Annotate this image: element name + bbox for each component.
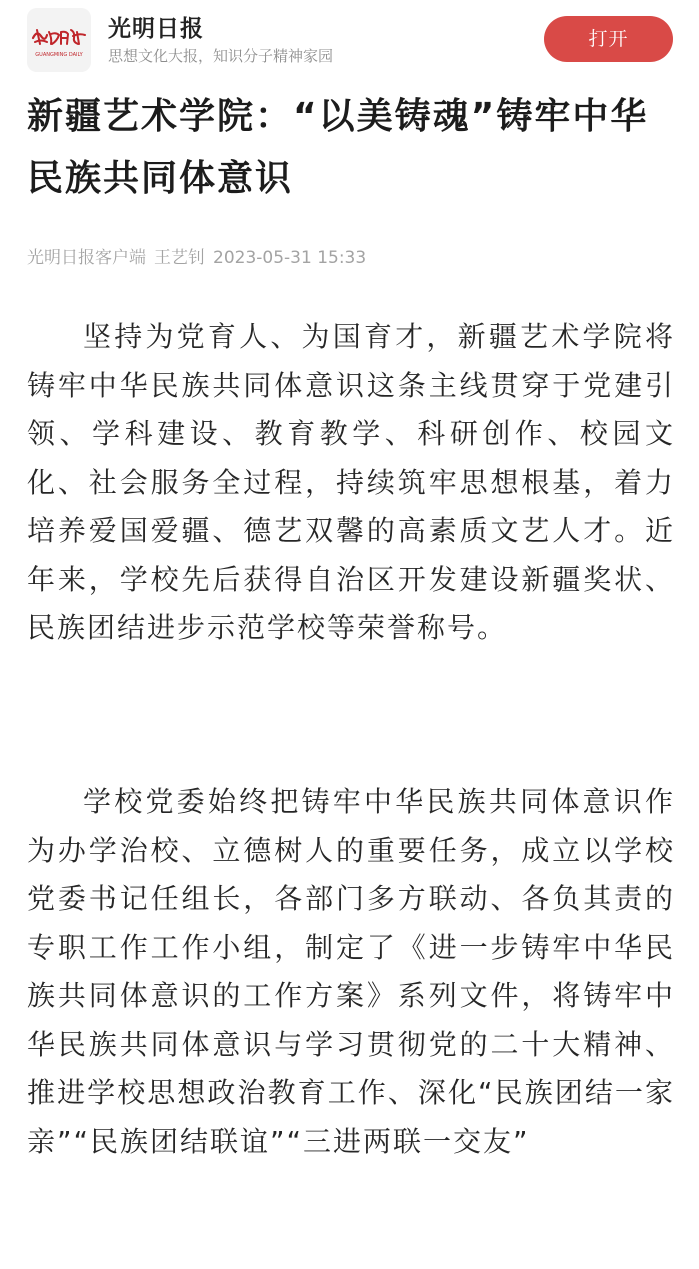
article-paragraph: 学校党委始终把铸牢中华民族共同体意识作为办学治校、立德树人的重要任务，成立以学校党委书记任组长，各部门多方联动、各负其责的专职工作工作小组，制定了《进一步铸牢中华民族共同体意识的工作方案》系列文件，将铸牢中华民族共同体意识与学习贯彻党的二十大精神、推进学校思想政治教育工作、深化“民族团结一家亲”“民族团结联谊”“三进两联一交友” — [27, 785, 675, 1158]
guangming-daily-logo-icon — [27, 8, 91, 72]
open-app-button[interactable]: 打开 — [544, 16, 673, 62]
article-title: 新疆艺术学院：“以美铸魂”铸牢中华民族共同体意识 — [27, 96, 649, 199]
app-slogan: 思想文化大报，知识分子精神家园 — [108, 47, 334, 65]
logo-subtext: GUANGMING DAILY — [35, 52, 83, 58]
article-datetime: 2023-05-31 15:33 — [213, 248, 367, 268]
article-paragraph: 坚持为党育人、为国育才，新疆艺术学院将铸牢中华民族共同体意识这条主线贯穿于党建引领、学科建设、教育教学、科研创作、校园文化、社会服务全过程，持续筑牢思想根基，着力培养爱国爱疆、德艺双馨的高素质文艺人才。近年来，学校先后获得自治区开发建设新疆奖状、民族团结进步示范学校等荣誉称号。 — [27, 320, 675, 644]
article-author: 王艺钊 — [154, 248, 205, 268]
app-logo[interactable] — [27, 8, 91, 72]
article-meta — [27, 243, 374, 268]
article-source: 光明日报客户端 — [27, 248, 146, 268]
app-banner — [0, 0, 699, 84]
app-name: 光明日报 — [108, 15, 204, 42]
